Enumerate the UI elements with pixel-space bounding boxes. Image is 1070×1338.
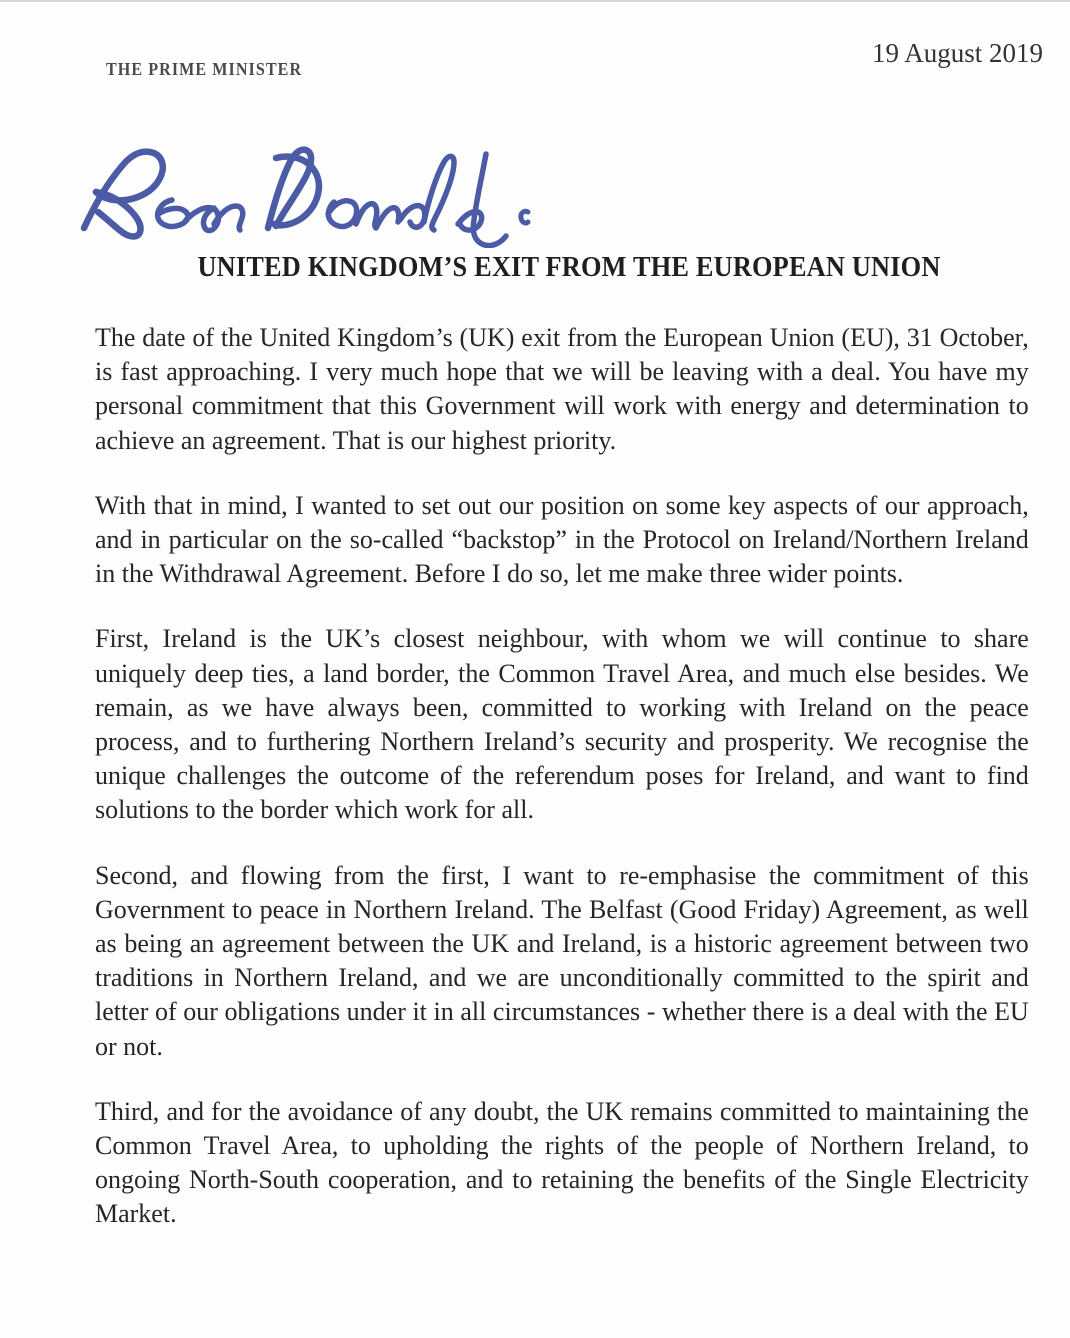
handwritten-salutation [62, 128, 582, 248]
page-title: UNITED KINGDOM’S EXIT FROM THE EUROPEAN UNION [197, 252, 941, 283]
body-paragraph: Second, and flowing from the first, I want to re-emphasise the commitment of this Government to peace in Northern Ireland. The Belfast (Good Friday) Agreement, as well as being an agreement between the UK and Ireland, is a historic agreement between two traditions in Northern Ireland, and we are unconditionally committed to the spirit and letter of our obligations under it in all circumstances - whether there is a deal with the EU or not. [95, 859, 1029, 1061]
body-paragraph: The date of the United Kingdom’s (UK) exit from the European Union (EU), 31 October, is fast approaching. I very much hope that we will be leaving with a deal. You have my personal commitment that this Government will work with energy and determination to achieve an agreement. That is our highest priority. [95, 322, 1029, 455]
letter-body [95, 320, 1043, 1231]
letter-date: 19 August 2019 [871, 38, 1043, 68]
sender-label: THE PRIME MINISTER [106, 59, 303, 79]
body-paragraph: Third, and for the avoidance of any doubt, the UK remains committed to maintaining the Common Travel Area, to upholding the rights of the people of Northern Ireland, to ongoing North-South cooperation, and to retaining the benefits of the Single Electricity Market. [95, 1095, 1029, 1229]
scan-edge-line [0, 0, 1070, 2]
body-paragraph: With that in mind, I wanted to set out our position on some key aspects of our approach, and in particular on the so-called “backstop” in the Protocol on Ireland/Northern Ireland in the Withdrawal Agreement. Before I do so, let me make three wider points. [95, 489, 1029, 589]
body-paragraph: First, Ireland is the UK’s closest neighbour, with whom we will continue to share uniquely deep ties, a land border, the Common Travel Area, and much else besides. We remain, as we have always been, committed to working with Ireland on the peace process, and to furthering Northern Ireland’s security and prosperity. We recognise the unique challenges the outcome of the referendum poses for Ireland, and want to find solutions to the border which work for all. [95, 623, 1029, 825]
letter-header [95, 38, 1043, 94]
